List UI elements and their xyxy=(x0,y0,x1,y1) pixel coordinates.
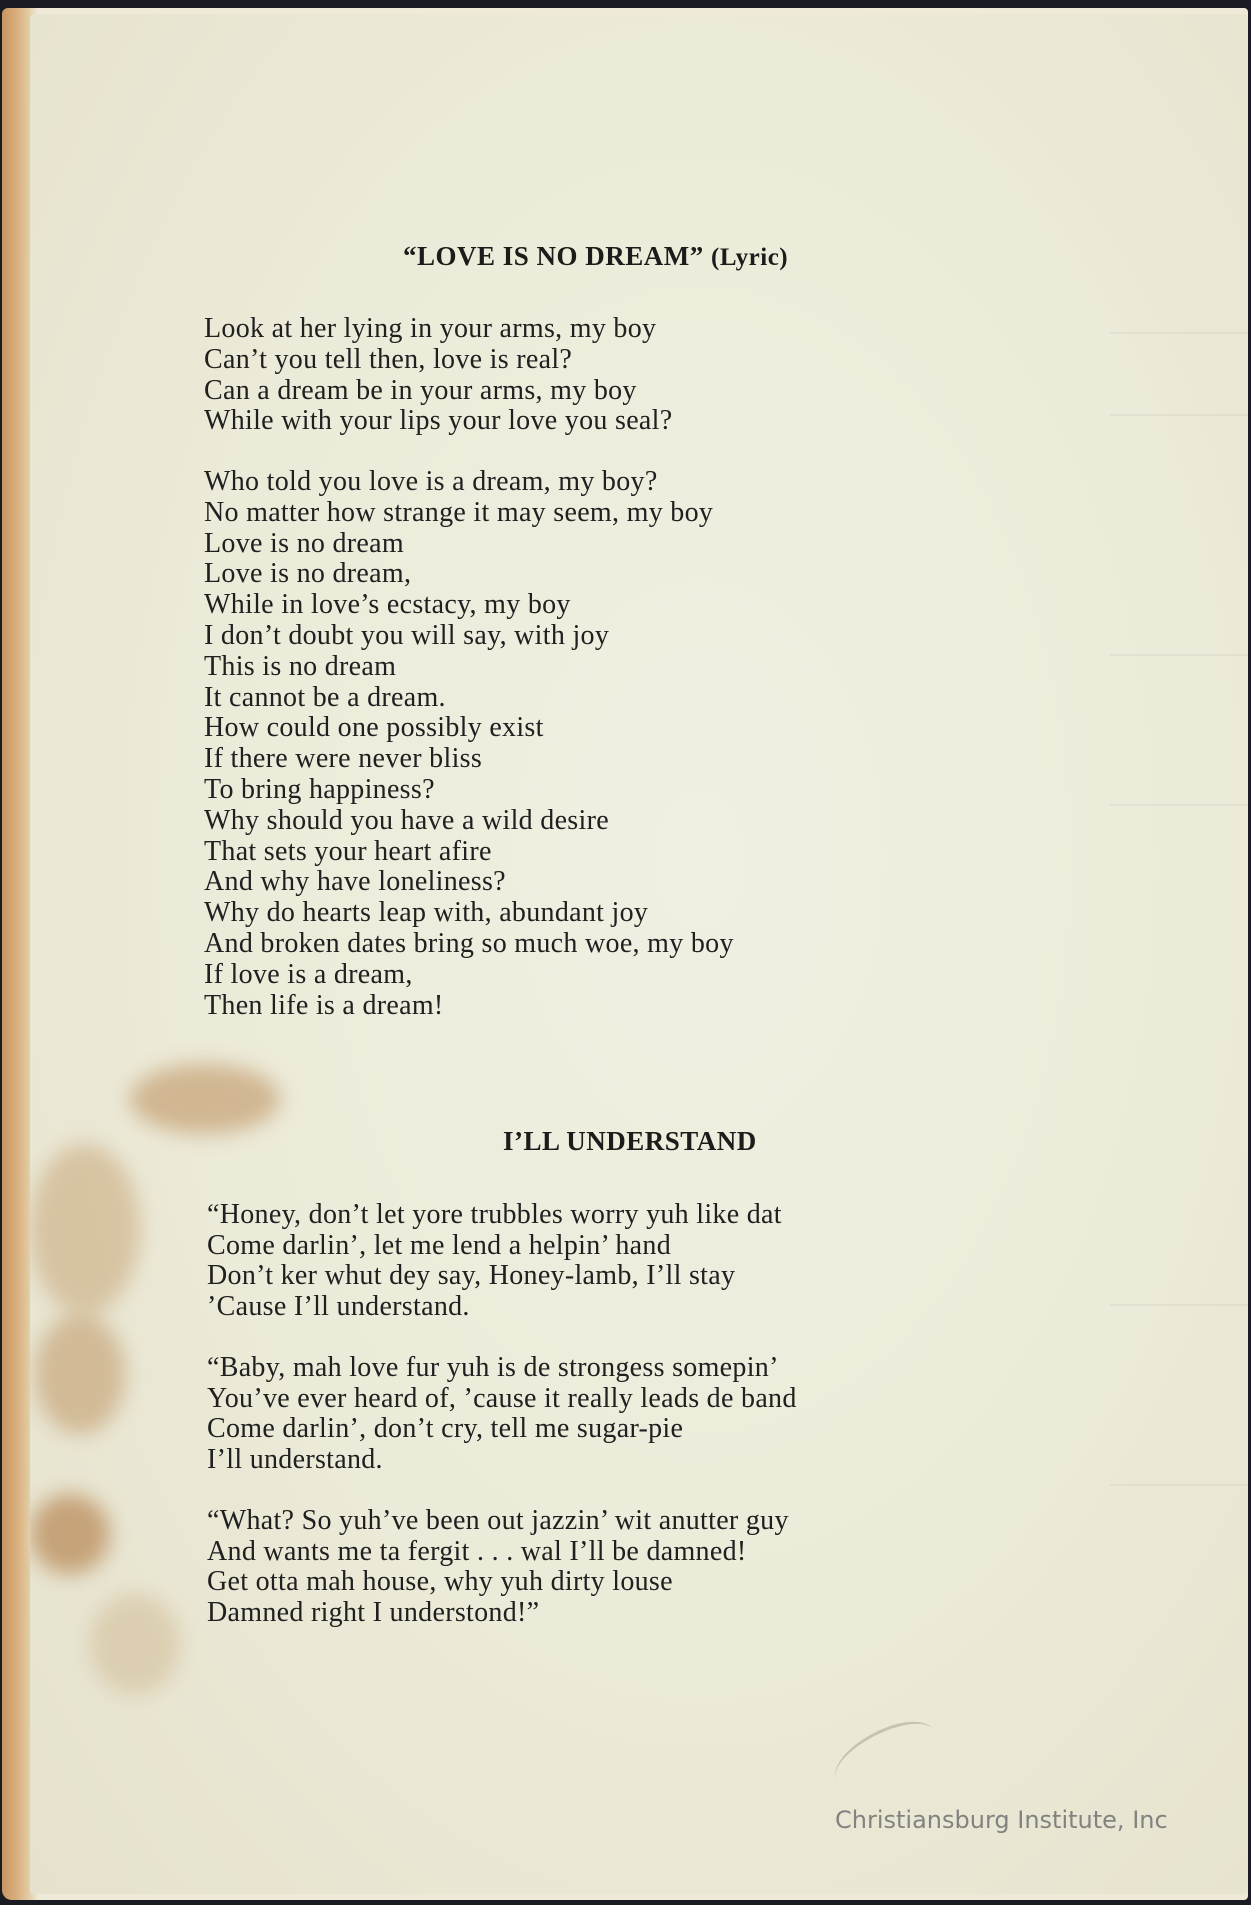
watermark: Christiansburg Institute, Inc xyxy=(835,1806,1168,1834)
lyric-line: “Honey, don’t let yore trubbles worry yuh like dat xyxy=(207,1199,782,1230)
lyric-stanza xyxy=(207,1200,782,1322)
lyric-line: While with your lips your love you seal? xyxy=(204,405,673,437)
lyric-line: To bring happiness? xyxy=(204,773,435,805)
lyric-stanza xyxy=(207,1506,789,1628)
lyric-line: Look at her lying in your arms, my boy xyxy=(204,313,657,344)
lyric-line: If love is a dream, xyxy=(204,958,413,990)
lyric-line: Come darlin’, let me lend a helpin’ hand xyxy=(207,1229,672,1261)
lyric-line: Get otta mah house, why yuh dirty louse xyxy=(207,1566,673,1597)
lyric-line: Love is no dream, xyxy=(204,558,412,590)
lyric-line: And broken dates bring so much woe, my boy xyxy=(204,927,734,959)
lyric-line: And why have loneliness? xyxy=(204,866,506,898)
lyric-line: ’Cause I’ll understand. xyxy=(207,1290,470,1322)
lyric-line: While in love’s ecstacy, my boy xyxy=(204,589,571,621)
lyric-line: Love is no dream xyxy=(204,527,404,559)
bleed-through xyxy=(1110,1304,1248,1306)
water-stain xyxy=(90,1594,180,1694)
lyric-line: It cannot be a dream. xyxy=(204,681,446,713)
water-stain xyxy=(35,1314,125,1434)
lyric-line: Can a dream be in your arms, my boy xyxy=(204,374,637,406)
bleed-through xyxy=(1110,804,1248,806)
lyric-line: “What? So yuh’ve been out jazzin’ wit anutter guy xyxy=(207,1505,789,1536)
lyric-line: Don’t ker whut dey say, Honey-lamb, I’ll stay xyxy=(207,1260,736,1291)
lyric-line: Then life is a dream! xyxy=(204,989,444,1021)
lyric-line: You’ve ever heard of, ’cause it really leads de band xyxy=(207,1382,797,1414)
lyric-line: How could one possibly exist xyxy=(204,712,544,744)
song-subtitle: (Lyric) xyxy=(711,244,789,271)
song-title: I’LL UNDERSTAND xyxy=(503,1126,757,1156)
lyric-line: And wants me ta fergit . . . wal I’ll be damned! xyxy=(207,1535,747,1567)
bleed-through xyxy=(1110,332,1248,334)
bleed-through xyxy=(1110,654,1248,656)
lyric-line: Why do hearts leap with, abundant joy xyxy=(204,897,649,929)
lyric-line: That sets your heart afire xyxy=(204,835,492,867)
lyric-line: If there were never bliss xyxy=(204,743,483,775)
water-stain xyxy=(130,1064,280,1134)
bleed-through xyxy=(1110,1484,1248,1486)
lyric-line: This is no dream xyxy=(204,650,397,682)
lyric-line: I’ll understand. xyxy=(207,1443,383,1475)
water-stain xyxy=(30,1144,140,1314)
water-stain xyxy=(30,1494,110,1574)
lyric-line: Who told you love is a dream, my boy? xyxy=(204,466,658,497)
paper-tear xyxy=(824,1711,946,1801)
bleed-through xyxy=(1110,414,1248,416)
lyric-line: Why should you have a wild desire xyxy=(204,804,609,836)
lyric-stanza xyxy=(207,1353,797,1475)
lyric-line: Can’t you tell then, love is real? xyxy=(204,343,573,375)
lyric-line: Come darlin’, don’t cry, tell me sugar-pie xyxy=(207,1413,684,1444)
lyric-line: Damned right I understond!” xyxy=(207,1596,540,1628)
lyric-stanza xyxy=(204,467,734,1021)
lyric-stanza xyxy=(204,314,672,437)
song-title xyxy=(403,241,788,272)
lyric-line: “Baby, mah love fur yuh is de strongess somepin’ xyxy=(207,1352,779,1383)
lyric-line: I don’t doubt you will say, with joy xyxy=(204,619,610,651)
song-title-text: “LOVE IS NO DREAM” xyxy=(403,241,704,271)
lyric-line: No matter how strange it may seem, my boy xyxy=(204,496,714,528)
